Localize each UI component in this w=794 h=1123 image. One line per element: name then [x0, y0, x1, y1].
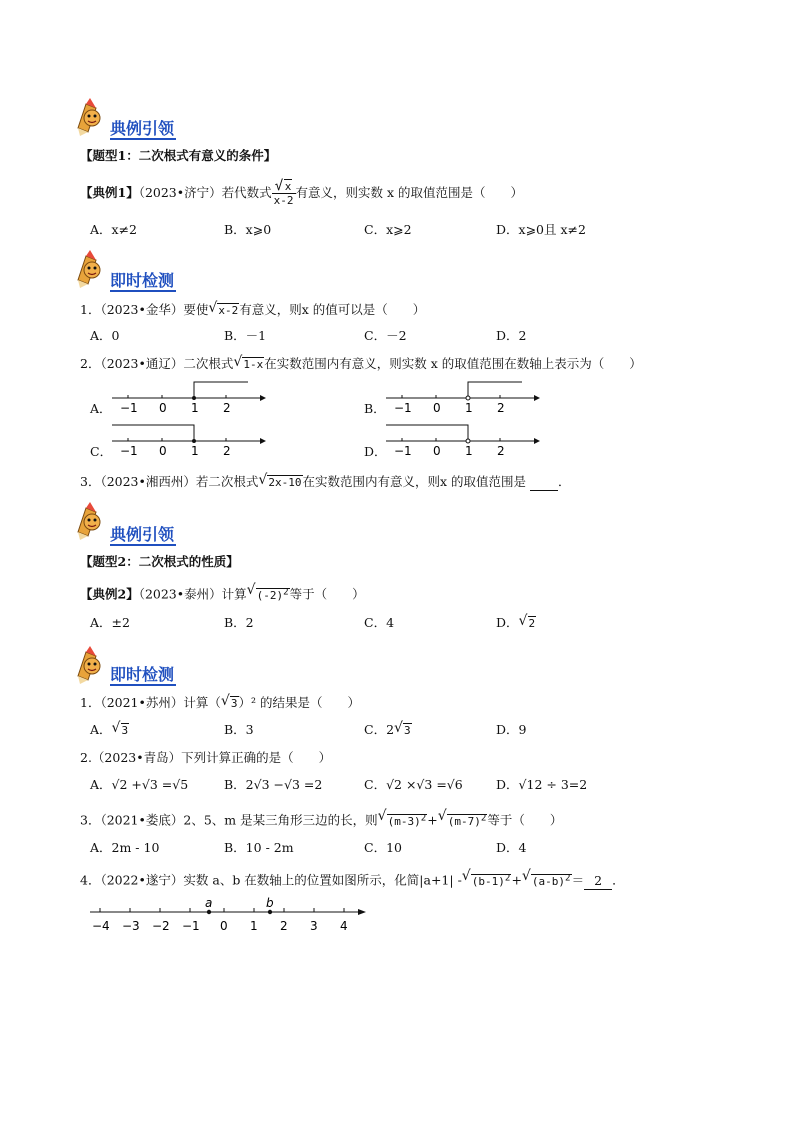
tick-label: 0 — [159, 401, 167, 415]
tick-label: 1 — [465, 444, 473, 458]
tick-label: −3 — [122, 919, 140, 933]
question-2: 2．（2023•通辽）二次根式 √ 1-x在实数范围内有意义，则实数 x 的取值范围在数轴上表示为（ ） — [80, 354, 642, 371]
option-b[interactable]: B．2√3 −√3 =2 — [224, 777, 323, 792]
option-d[interactable]: D．2 — [496, 328, 527, 343]
example-1-stem: 【典例1】（2023•济宁）若代数式 √ x x-2 有意义，则实数 x 的取值范围是（ ） — [80, 178, 524, 207]
option-c[interactable]: C．2 √ 3 — [364, 720, 411, 737]
question-3: 3．（2021•娄底）2、5、m 是某三角形三边的长，则 √ $(m-3)^2+$ √ $(m-7)^2$等于（ ） — [80, 808, 563, 828]
tick-label: 0 — [433, 401, 441, 415]
example-2-stem: 【典例2】（2023•泰州）计算 √ $(-2)^2$等于（ ） — [80, 582, 365, 602]
option-a[interactable]: A．x≠2 — [90, 222, 138, 237]
tick-label: −1 — [120, 401, 138, 415]
tick-label: 0 — [433, 444, 441, 458]
section-header-check: 即时检测 — [110, 665, 175, 684]
number-line-c[interactable] — [108, 421, 268, 459]
option-a-label[interactable]: A． — [90, 401, 112, 416]
tick-label: 0 — [220, 919, 228, 933]
option-a[interactable]: A．0 — [90, 328, 120, 343]
tick-label: −1 — [120, 444, 138, 458]
option-c[interactable]: C．4 — [364, 615, 395, 630]
option-d-label[interactable]: D． — [364, 444, 387, 459]
section-header-example: 典例引领 — [110, 525, 175, 544]
pencil-mascot-icon — [72, 502, 108, 540]
pencil-mascot-icon — [72, 250, 108, 288]
section-header-check: 即时检测 — [110, 271, 175, 290]
tick-label: 3 — [310, 919, 318, 933]
tick-label: 1 — [191, 401, 199, 415]
number-line-ab — [86, 896, 376, 936]
option-d[interactable]: D．√12 ÷ 3=2 — [496, 777, 588, 792]
answer-blank[interactable]: 2 — [584, 873, 612, 890]
option-d[interactable]: D．x⩾0且 x≠2 — [496, 222, 586, 237]
tick-label: 2 — [497, 444, 505, 458]
tick-label: 2 — [223, 401, 231, 415]
option-d[interactable]: D． √ 2 — [496, 613, 536, 630]
pencil-mascot-icon — [72, 646, 108, 684]
option-b[interactable]: B．3 — [224, 722, 254, 737]
option-c[interactable]: C．10 — [364, 840, 402, 855]
option-d[interactable]: D．9 — [496, 722, 527, 737]
topic-title: 【题型1：二次根式有意义的条件】 — [80, 148, 277, 163]
fraction: √ x x-2 — [273, 178, 294, 207]
point-a-label: a — [205, 896, 213, 910]
tick-label: 4 — [340, 919, 348, 933]
pencil-mascot-icon — [72, 98, 108, 136]
tick-label: 1 — [250, 919, 258, 933]
tick-label: −1 — [394, 401, 412, 415]
question-4: 4．（2022•遂宁）实数 a、b 在数轴上的位置如图所示，化简|a+1| - √ $(b-1)^2+$ √ $(a-b)^2= 2$ ． — [80, 868, 625, 888]
question-3: 3．（2023•湘西州）若二次根式 √ 2x-10在实数范围内有意义，则x 的取值范围是 ． — [80, 472, 571, 489]
number-line-b[interactable] — [382, 378, 542, 416]
point-a — [207, 910, 211, 914]
tick-label: 2 — [223, 444, 231, 458]
tick-label: −4 — [92, 919, 110, 933]
option-b[interactable]: B．－1 — [224, 328, 267, 343]
point-b — [268, 910, 272, 914]
option-c[interactable]: C．－2 — [364, 328, 407, 343]
topic-title: 【题型2：二次根式的性质】 — [80, 554, 239, 569]
option-c-label[interactable]: C． — [90, 444, 113, 459]
option-c[interactable]: C．x⩾2 — [364, 222, 412, 237]
tick-label: 1 — [465, 401, 473, 415]
option-c[interactable]: C．√2 ×√3 =√6 — [364, 777, 463, 792]
tick-label: 2 — [280, 919, 288, 933]
option-b[interactable]: B．2 — [224, 615, 254, 630]
option-a[interactable]: A．±2 — [90, 615, 130, 630]
option-b-label[interactable]: B． — [364, 401, 386, 416]
question-2: 2.（2023•青岛）下列计算正确的是（ ） — [80, 750, 332, 765]
point-b-label: b — [266, 896, 274, 910]
option-a[interactable]: A．√2 +√3 =√5 — [90, 777, 189, 792]
section-header-example: 典例引领 — [110, 119, 175, 138]
option-b[interactable]: B．10 - 2m — [224, 840, 294, 855]
tick-label: −1 — [394, 444, 412, 458]
tick-label: −2 — [152, 919, 170, 933]
number-line-d[interactable] — [382, 421, 542, 459]
option-b[interactable]: B．x⩾0 — [224, 222, 272, 237]
tick-label: 0 — [159, 444, 167, 458]
tick-label: 1 — [191, 444, 199, 458]
option-a[interactable]: A． √ 3 — [90, 720, 129, 737]
question-1: 1．（2021•苏州）计算（ √ 3）² 的结果是（ ） — [80, 693, 361, 710]
option-a[interactable]: A．2m - 10 — [90, 840, 160, 855]
tick-label: −1 — [182, 919, 200, 933]
question-1: 1．（2023•金华）要使 √ x-2有意义，则x 的值可以是（ ） — [80, 300, 426, 317]
tick-label: 2 — [497, 401, 505, 415]
answer-blank[interactable] — [530, 474, 558, 491]
option-d[interactable]: D．4 — [496, 840, 527, 855]
number-line-a[interactable] — [108, 378, 268, 416]
